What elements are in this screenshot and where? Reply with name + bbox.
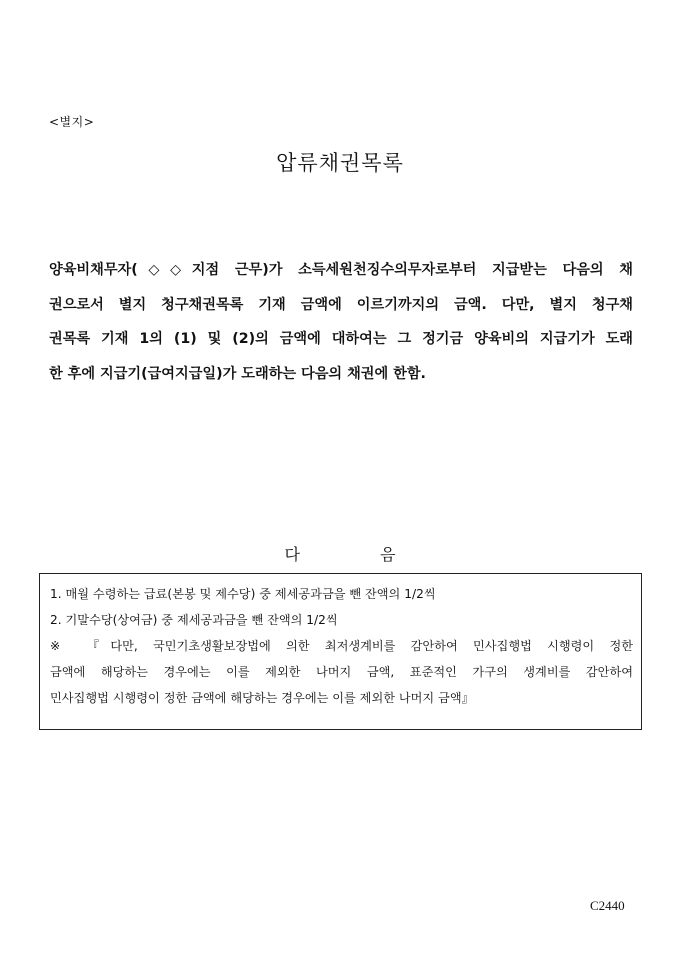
section-heading-left: 다 [284,545,300,564]
intro-line: 권으로서 별지 청구채권목록 기재 금액에 이르기까지의 금액. 다만, 별지 청구채 [49,296,633,313]
section-heading-right: 음 [380,545,396,564]
form-code: C2440 [590,898,625,913]
attachment-label: <별지> [49,115,95,129]
section-heading [0,542,680,565]
details-note-line: 민사집행법 시행령이 정한 금액에 해당하는 경우에는 이를 제외한 나머지 금액』 [50,691,474,705]
intro-line: 양육비채무자(◇◇지점 근무)가 소득세원천징수의무자로부터 지급받는 다음의 채 [49,262,633,278]
intro-line: 한 후에 지급기(급여지급일)가 도래하는 다음의 채권에 한함. [49,365,426,382]
details-box [39,573,642,730]
details-item-bonus: 2. 기말수당(상여금) 중 제세공과금을 뺀 잔액의 1/2씩 [50,613,338,627]
intro-line: 권목록 기재 1의 (1) 및 (2)의 금액에 대하여는 그 정기금 양육비의 지급기가 도래 [49,331,633,347]
intro-paragraph [49,253,633,391]
details-item-salary: 1. 매월 수령하는 급료(본봉 및 제수당) 중 제세공과금을 뺀 잔액의 1/2씩 [50,587,436,601]
details-note-line: ※ 『다만, 국민기초생활보장법에 의한 최저생계비를 감안하여 민사집행법 시행령이 정한 [50,639,633,653]
details-note-line: 금액에 해당하는 경우에는 이를 제외한 나머지 금액, 표준적인 가구의 생계비를 감안하여 [50,665,633,679]
document-title: 압류채권목록 [276,151,404,175]
